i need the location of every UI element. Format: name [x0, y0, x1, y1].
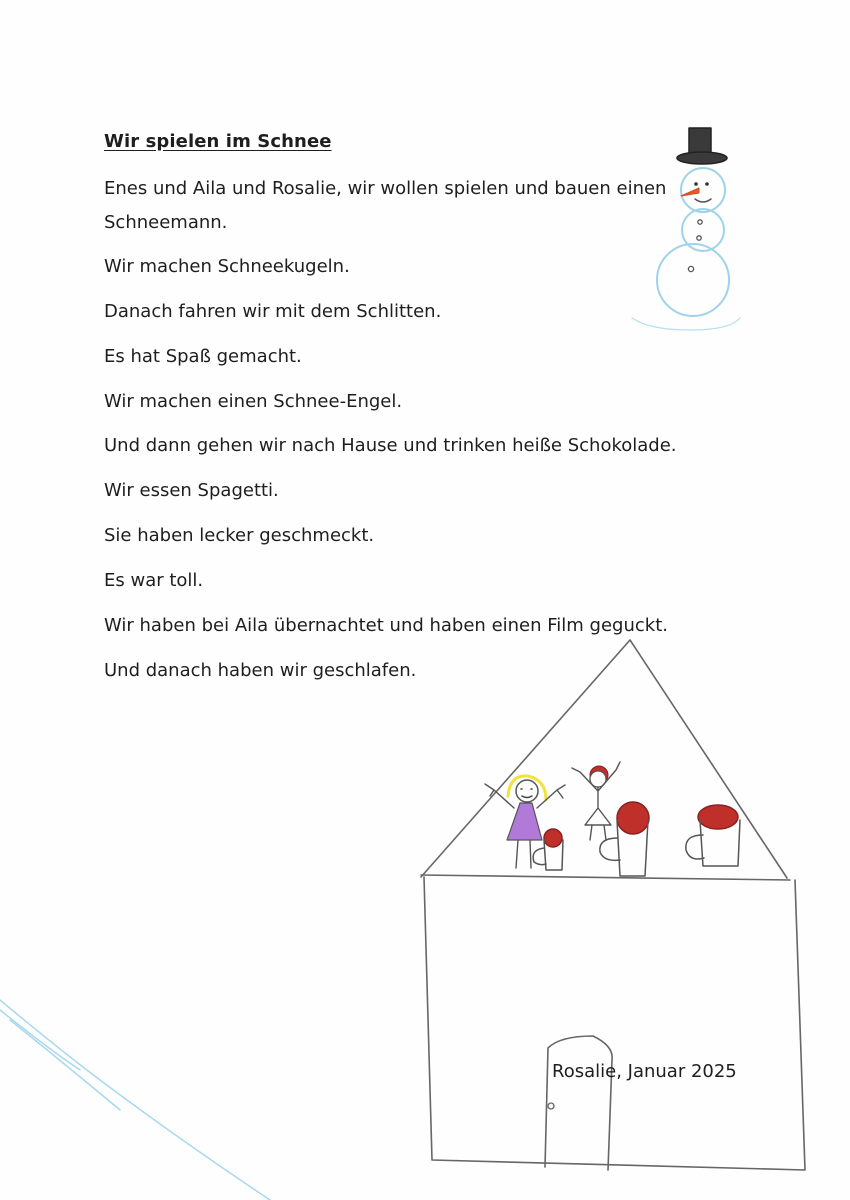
story-line: Und danach haben wir geschlafen. — [104, 660, 417, 681]
hot-chocolate-mug-icon — [533, 802, 740, 876]
house-drawing — [421, 640, 805, 1170]
signature: Rosalie, Januar 2025 — [552, 1061, 737, 1082]
story-line: Es war toll. — [104, 570, 204, 591]
story-title: Wir spielen im Schnee — [104, 131, 332, 152]
door-icon — [545, 1036, 612, 1170]
top-hat-icon — [677, 128, 727, 164]
story-line: Wir haben bei Aila übernachtet und haben einen Film geguckt. — [104, 615, 668, 636]
story-line: Wir essen Spagetti. — [104, 480, 279, 501]
girl-red-hair-icon — [572, 762, 620, 840]
story-line: Danach fahren wir mit dem Schlitten. — [104, 301, 442, 322]
house-wall-icon — [424, 877, 805, 1170]
snow-slope-icon — [0, 1000, 270, 1200]
story-line: Sie haben lecker geschmeckt. — [104, 525, 375, 546]
story-line: Wir machen Schneekugeln. — [104, 256, 350, 277]
story-line: Es hat Spaß gemacht. — [104, 346, 302, 367]
story-line: Enes und Aila und Rosalie, wir wollen spielen und bauen einen — [104, 178, 667, 199]
snowman-base-icon — [632, 244, 740, 330]
story-line: Und dann gehen wir nach Hause und trinken heiße Schokolade. — [104, 435, 677, 456]
story-line: Schneemann. — [104, 212, 228, 233]
story-line: Wir machen einen Schnee-Engel. — [104, 391, 403, 412]
carrot-nose-icon — [681, 188, 699, 196]
snowman-head-icon — [681, 168, 725, 212]
roof-icon — [421, 640, 787, 878]
